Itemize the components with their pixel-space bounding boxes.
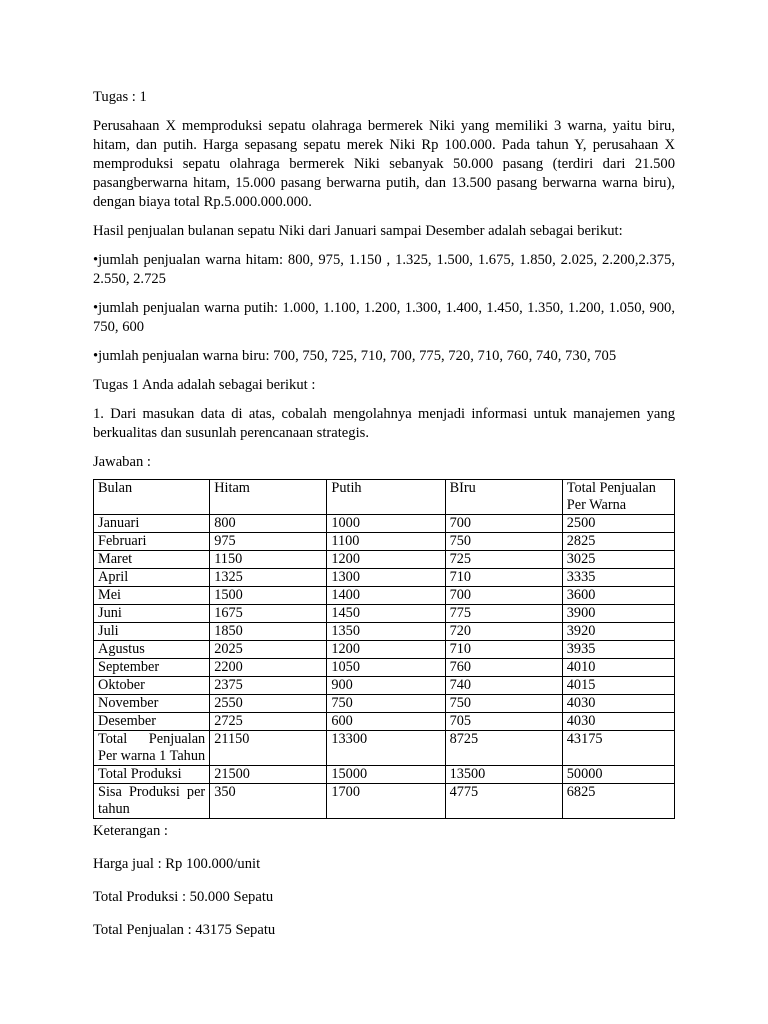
- bullet-icon: •: [93, 252, 99, 268]
- table-cell: 2025: [210, 641, 327, 659]
- table-cell: 3335: [562, 569, 674, 587]
- table-cell: 43175: [562, 731, 674, 766]
- table-cell: 21500: [210, 766, 327, 784]
- table-cell: 4015: [562, 677, 674, 695]
- table-row: [94, 695, 675, 713]
- table-cell: 6825: [562, 784, 674, 819]
- table-cell: 4030: [562, 695, 674, 713]
- bullet-blue: •jumlah penjualan warna biru: 700, 750, 725, 710, 700, 775, 720, 710, 760, 740, 730, 705: [93, 348, 617, 364]
- table-cell: 1850: [210, 623, 327, 641]
- header-cell: Total Penjualan Per Warna: [562, 480, 674, 515]
- table-cell: 700: [445, 587, 562, 605]
- table-cell: 50000: [562, 766, 674, 784]
- table-cell: 1675: [210, 605, 327, 623]
- table-cell: 3600: [562, 587, 674, 605]
- header-cell: Putih: [327, 480, 445, 515]
- month-cell: Juli: [94, 623, 210, 641]
- month-cell: November: [94, 695, 210, 713]
- table-cell: 1700: [327, 784, 445, 819]
- row-label: Total Penjualan Per warna 1 Tahun: [94, 731, 210, 766]
- table-cell: 775: [445, 605, 562, 623]
- month-cell: Januari: [94, 515, 210, 533]
- table-row: [94, 569, 675, 587]
- table-cell: 1000: [327, 515, 445, 533]
- task-item: 1. Dari masukan data di atas, cobalah mengolahnya menjadi informasi untuk manajemen yang berkualitas dan susunlah perencanaan strategis.: [93, 406, 675, 441]
- sales-table: [93, 479, 675, 819]
- table-cell: 3900: [562, 605, 674, 623]
- intro-paragraph: Perusahaan X memproduksi sepatu olahraga bermerek Niki yang memiliki 3 warna, yaitu biru, hitam, dan putih. Harga sepasang sepatu merek Niki Rp 100.000. Pada tahun Y, perusahaan X memproduksi sepatu olahraga bermerek Niki sebanyak 50.000 pasang (terdiri dari 21.500 pasangberwarna hitam, 15.000 pasang berwarna putih, dan 13.500 pasang berwarna warna biru), dengan biaya total Rp.5.000.000.000.: [93, 118, 675, 210]
- table-cell: 750: [327, 695, 445, 713]
- table-row: [94, 623, 675, 641]
- table-cell: 1150: [210, 551, 327, 569]
- table-cell: 1500: [210, 587, 327, 605]
- notes-section: [93, 822, 675, 940]
- note-sales: Total Penjualan : 43175 Sepatu: [93, 922, 276, 938]
- total-production-row: [94, 766, 675, 784]
- table-cell: 2500: [562, 515, 674, 533]
- table-cell: 1300: [327, 569, 445, 587]
- table-cell: 1200: [327, 641, 445, 659]
- month-cell: Maret: [94, 551, 210, 569]
- table-cell: 1450: [327, 605, 445, 623]
- table-cell: 700: [445, 515, 562, 533]
- header-cell: BIru: [445, 480, 562, 515]
- table-cell: 2375: [210, 677, 327, 695]
- header-cell: Hitam: [210, 480, 327, 515]
- table-row: [94, 677, 675, 695]
- table-cell: 3920: [562, 623, 674, 641]
- table-cell: 4775: [445, 784, 562, 819]
- table-cell: 720: [445, 623, 562, 641]
- note-production: Total Produksi : 50.000 Sepatu: [93, 889, 274, 905]
- month-cell: September: [94, 659, 210, 677]
- table-cell: 760: [445, 659, 562, 677]
- bullet-icon: •: [93, 348, 99, 364]
- table-row: [94, 551, 675, 569]
- row-label: Total Produksi: [94, 766, 210, 784]
- month-cell: April: [94, 569, 210, 587]
- table-cell: 600: [327, 713, 445, 731]
- table-header-row: [94, 480, 675, 515]
- table-cell: 15000: [327, 766, 445, 784]
- table-cell: 1325: [210, 569, 327, 587]
- sales-intro: Hasil penjualan bulanan sepatu Niki dari Januari sampai Desember adalah sebagai berikut:: [93, 223, 623, 239]
- note-price: Harga jual : Rp 100.000/unit: [93, 856, 261, 872]
- table-row: [94, 659, 675, 677]
- month-cell: Agustus: [94, 641, 210, 659]
- table-cell: 900: [327, 677, 445, 695]
- month-cell: Mei: [94, 587, 210, 605]
- table-row: [94, 605, 675, 623]
- table-cell: 2200: [210, 659, 327, 677]
- table-cell: 13500: [445, 766, 562, 784]
- table-cell: 750: [445, 533, 562, 551]
- remaining-production-row: [94, 784, 675, 819]
- table-cell: 2825: [562, 533, 674, 551]
- document-page: [93, 88, 675, 940]
- bullet-white: •jumlah penjualan warna putih: 1.000, 1.100, 1.200, 1.300, 1.400, 1.450, 1.350, 1.200, 1.050, 900, 750, 600: [93, 300, 675, 335]
- table-row: [94, 587, 675, 605]
- doc-title: Tugas : 1: [93, 89, 147, 105]
- month-cell: Februari: [94, 533, 210, 551]
- table-cell: 4030: [562, 713, 674, 731]
- table-row: [94, 713, 675, 731]
- month-cell: Juni: [94, 605, 210, 623]
- table-cell: 800: [210, 515, 327, 533]
- bullet-icon: •: [93, 300, 99, 316]
- table-row: [94, 533, 675, 551]
- table-cell: 750: [445, 695, 562, 713]
- total-sales-row: [94, 731, 675, 766]
- notes-heading: Keterangan :: [93, 823, 168, 839]
- table-cell: 710: [445, 641, 562, 659]
- table-cell: 4010: [562, 659, 674, 677]
- month-cell: Desember: [94, 713, 210, 731]
- table-cell: 3025: [562, 551, 674, 569]
- table-cell: 710: [445, 569, 562, 587]
- table-cell: 740: [445, 677, 562, 695]
- table-cell: 13300: [327, 731, 445, 766]
- month-cell: Oktober: [94, 677, 210, 695]
- row-label: Sisa Produksi per tahun: [94, 784, 210, 819]
- table-cell: 705: [445, 713, 562, 731]
- table-cell: 1100: [327, 533, 445, 551]
- bullet-black: •jumlah penjualan warna hitam: 800, 975, 1.150 , 1.325, 1.500, 1.675, 1.850, 2.025, 2.200,2.375, 2.550, 2.725: [93, 252, 675, 287]
- table-cell: 8725: [445, 731, 562, 766]
- table-cell: 350: [210, 784, 327, 819]
- task-heading: Tugas 1 Anda adalah sebagai berikut :: [93, 377, 316, 393]
- header-cell: Bulan: [94, 480, 210, 515]
- table-cell: 2550: [210, 695, 327, 713]
- answer-label: Jawaban :: [93, 454, 151, 470]
- table-cell: 1400: [327, 587, 445, 605]
- table-cell: 3935: [562, 641, 674, 659]
- table-cell: 975: [210, 533, 327, 551]
- table-cell: 21150: [210, 731, 327, 766]
- table-cell: 1350: [327, 623, 445, 641]
- table-cell: 1050: [327, 659, 445, 677]
- table-row: [94, 515, 675, 533]
- table-cell: 1200: [327, 551, 445, 569]
- table-cell: 2725: [210, 713, 327, 731]
- table-cell: 725: [445, 551, 562, 569]
- table-row: [94, 641, 675, 659]
